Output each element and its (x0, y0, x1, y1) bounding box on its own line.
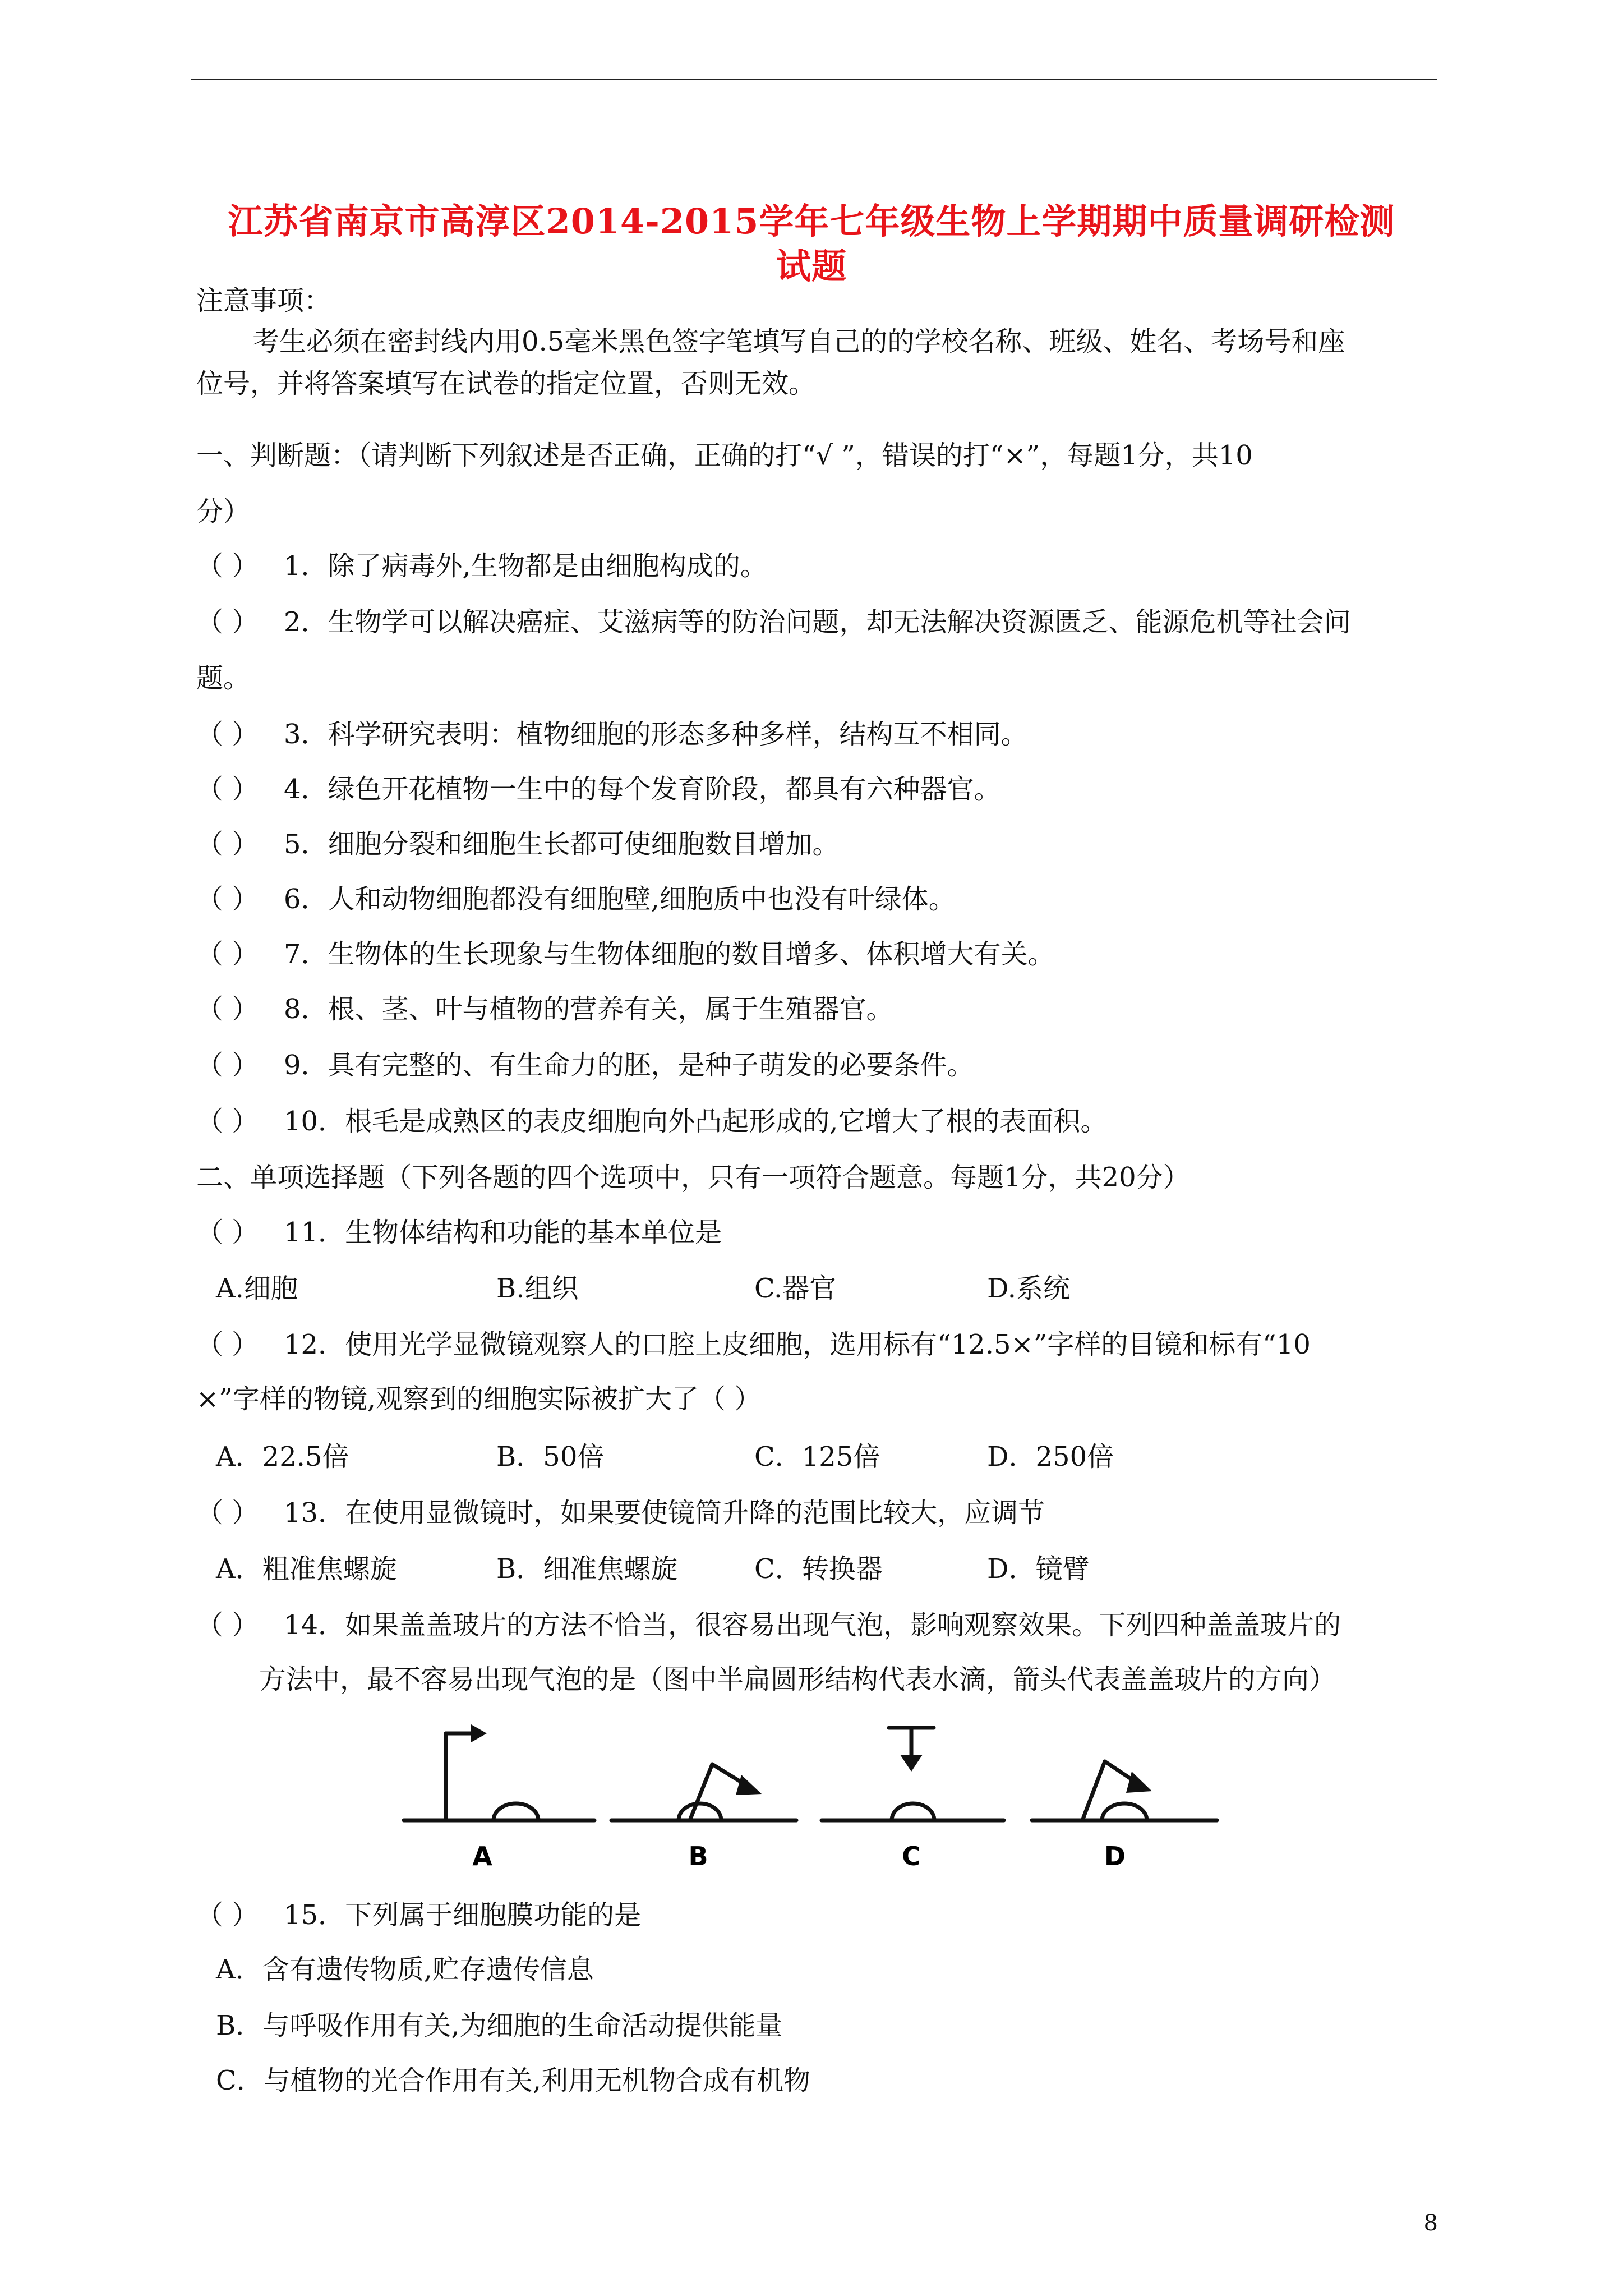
answer-blank[interactable]: （ ） (196, 1329, 259, 1360)
q11-option-a: A.细胞 (216, 1273, 298, 1304)
arrow-d (1126, 1772, 1152, 1793)
figure-label-a: A (472, 1841, 492, 1871)
tf-item-3: （ ） 3．科学研究表明：植物细胞的形态多种多样，结构互不相同。 (196, 719, 1028, 750)
q15-option-a: A．含有遗传物质,贮存遗传信息 (216, 1954, 594, 1985)
tf-item-6: （ ） 6．人和动物细胞都没有细胞壁,细胞质中也没有叶绿体。 (196, 884, 956, 915)
question-11: （ ） 11．生物体结构和功能的基本单位是 (196, 1217, 722, 1248)
q13-option-c: C．转换器 (754, 1553, 883, 1585)
q12-option-a: A．22.5倍 (216, 1441, 349, 1473)
question-14-cont: 方法中，最不容易出现气泡的是（图中半扁圆形结构代表水滴，箭头代表盖盖玻片的方向） (259, 1664, 1336, 1695)
section1-heading-cont: 分） (196, 496, 251, 527)
tf-item-8: （ ） 8．根、茎、叶与植物的营养有关，属于生殖器官。 (196, 993, 893, 1025)
question-12-cont: ×”字样的物镜,观察到的细胞实际被扩大了（ ） (196, 1383, 762, 1415)
q13-option-b: B．细准焦螺旋 (496, 1553, 678, 1585)
tf-item-1: （ ） 1．除了病毒外,生物都是由细胞构成的。 (196, 550, 767, 582)
figure-label-c: C (902, 1841, 921, 1871)
document-title-line2: 试题 (776, 246, 847, 287)
q11-option-d: D.系统 (987, 1273, 1071, 1304)
notice-heading: 注意事项： (196, 285, 331, 316)
tf-item-9: （ ） 9．具有完整的、有生命力的胚，是种子萌发的必要条件。 (196, 1050, 974, 1081)
tf-item-2-cont: 题。 (196, 662, 251, 694)
notice-text-line2: 位号，并将答案填写在试卷的指定位置，否则无效。 (196, 368, 816, 399)
question-14: （ ） 14．如果盖盖玻片的方法不恰当，很容易出现气泡，影响观察效果。下列四种盖盖玻片的 (196, 1609, 1341, 1641)
answer-blank[interactable]: （ ） (196, 1106, 259, 1137)
arrow-c (900, 1755, 923, 1772)
answer-blank[interactable]: （ ） (196, 938, 259, 970)
q11-option-b: B.组织 (496, 1273, 579, 1304)
q12-option-c: C．125倍 (754, 1441, 880, 1473)
figure-label-d: D (1104, 1841, 1126, 1871)
answer-blank[interactable]: （ ） (196, 884, 259, 915)
q12-option-d: D．250倍 (987, 1441, 1114, 1473)
question-15: （ ） 15．下列属于细胞膜功能的是 (196, 1899, 642, 1931)
q13-option-d: D．镜臂 (987, 1553, 1090, 1585)
q15-option-c: C．与植物的光合作用有关,利用无机物合成有机物 (216, 2065, 810, 2096)
section1-heading: 一、判断题：（请判断下列叙述是否正确，正确的打“√ ”，错误的打“×”，每题1分，共10 (196, 440, 1253, 471)
figure-label-b: B (688, 1841, 708, 1871)
tf-item-5: （ ） 5．细胞分裂和细胞生长都可使细胞数目增加。 (196, 829, 840, 860)
coverslip-b (690, 1764, 712, 1820)
q12-option-b: B．50倍 (496, 1441, 605, 1473)
answer-blank[interactable]: （ ） (196, 1609, 259, 1641)
question-12: （ ） 12．使用光学显微镜观察人的口腔上皮细胞，选用标有“12.5×”字样的目镜和标有“10 (196, 1329, 1311, 1360)
answer-blank[interactable]: （ ） (196, 1497, 259, 1529)
drop-d (1102, 1803, 1147, 1820)
tf-item-10: （ ） 10．根毛是成熟区的表皮细胞向外凸起形成的,它增大了根的表面积。 (196, 1106, 1108, 1137)
q11-option-c: C.器官 (754, 1273, 837, 1304)
answer-blank[interactable]: （ ） (196, 1050, 259, 1081)
drop-a (494, 1803, 538, 1820)
answer-blank[interactable]: （ ） (196, 829, 259, 860)
arrow-b (736, 1775, 762, 1795)
coverslip-figure (393, 1717, 1267, 1879)
document-title-line1: 江苏省南京市高淳区2014-2015学年七年级生物上学期期中质量调研检测 (228, 201, 1395, 242)
answer-blank[interactable]: （ ） (196, 606, 259, 638)
notice-text-line1: 考生必须在密封线内用0.5毫米黑色签字笔填写自己的的学校名称、班级、姓名、考场号和座 (252, 326, 1345, 357)
answer-blank[interactable]: （ ） (196, 1899, 259, 1931)
tf-item-7: （ ） 7．生物体的生长现象与生物体细胞的数目增多、体积增大有关。 (196, 938, 1055, 970)
answer-blank[interactable]: （ ） (196, 550, 259, 582)
coverslip-d (1082, 1761, 1105, 1820)
section2-heading: 二、单项选择题（下列各题的四个选项中，只有一项符合题意。每题1分，共20分） (196, 1162, 1190, 1193)
answer-blank[interactable]: （ ） (196, 774, 259, 805)
header-rule (191, 79, 1437, 80)
drop-b (679, 1803, 721, 1820)
arrow-a (471, 1724, 487, 1742)
drop-c (892, 1803, 934, 1820)
q15-option-b: B．与呼吸作用有关,为细胞的生命活动提供能量 (216, 2010, 783, 2041)
answer-blank[interactable]: （ ） (196, 719, 259, 750)
q13-option-a: A．粗准焦螺旋 (216, 1553, 397, 1585)
tf-item-4: （ ） 4．绿色开花植物一生中的每个发育阶段，都具有六种器官。 (196, 774, 1001, 805)
tf-item-2: （ ） 2．生物学可以解决癌症、艾滋病等的防治问题，却无法解决资源匮乏、能源危机等社会问 (196, 606, 1351, 638)
question-13: （ ） 13．在使用显微镜时，如果要使镜筒升降的范围比较大，应调节 (196, 1497, 1045, 1529)
answer-blank[interactable]: （ ） (196, 993, 259, 1025)
page-number: 8 (1423, 2210, 1438, 2236)
answer-blank[interactable]: （ ） (196, 1217, 259, 1248)
